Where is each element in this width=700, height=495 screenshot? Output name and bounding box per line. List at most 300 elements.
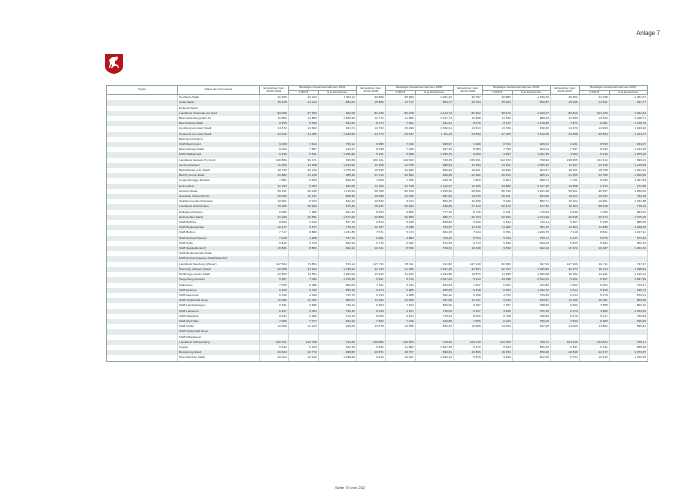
value-cell: 1 119,64 — [318, 189, 356, 194]
value-cell: 14 479 — [550, 126, 579, 131]
value-cell: 889,07 — [318, 298, 356, 303]
value-cell: 44 198 — [579, 95, 609, 101]
value-cell: 8 883 — [288, 246, 318, 251]
value-cell: 5 008 — [385, 152, 415, 157]
value-cell: 9 081 — [579, 121, 609, 126]
value-cell: 41 296 — [385, 267, 415, 272]
value-cell: 112 253 — [482, 340, 512, 345]
value-cell: 7 446 — [385, 142, 415, 147]
value-cell: 8 238 — [385, 220, 415, 225]
value-cell: 6 514 — [550, 288, 579, 293]
municipality-name-cell: Hessisch Oldendorf,St. — [178, 194, 260, 199]
municipality-name-cell: Stolzenau — [178, 283, 260, 288]
value-cell: 1 124,74 — [415, 111, 453, 116]
value-cell: 852,40 — [512, 345, 550, 350]
value-cell: 166 101 — [260, 340, 289, 345]
municipality-name-cell: Bad Grund (Harz) — [178, 137, 260, 142]
col-header-teur: 1.000 € — [385, 90, 415, 95]
value-cell: 119 484 — [385, 340, 415, 345]
value-cell: 11 883 — [385, 345, 415, 350]
value-cell: 1 330,16 — [512, 95, 550, 101]
value-cell: 950,87 — [512, 100, 550, 105]
value-cell: 1 209,75 — [512, 230, 550, 235]
value-cell: 4 968 — [288, 236, 318, 241]
value-cell: 11 834 — [550, 225, 579, 230]
municipality-name-cell: Aerzen,Flecken — [178, 163, 260, 168]
value-cell: 11 408 — [356, 163, 385, 168]
value-cell: 127 106 — [550, 262, 579, 267]
value-cell: 6 349 — [356, 309, 385, 314]
value-cell: 1 066,59 — [609, 173, 647, 178]
value-cell: 18 441 — [453, 168, 482, 173]
value-cell: 32 743 — [356, 267, 385, 272]
value-cell: 82 383 — [482, 262, 512, 267]
value-cell: 828,97 — [415, 142, 453, 147]
value-cell: 692,00 — [318, 111, 356, 116]
value-cell: 101 225 — [579, 111, 609, 116]
value-cell: 5 094 — [288, 309, 318, 314]
value-cell: 7 057 — [482, 303, 512, 308]
value-cell: 890,25 — [415, 199, 453, 204]
value-cell: 12 187 — [356, 225, 385, 230]
value-cell: 50 023 — [385, 204, 415, 209]
value-cell: 30 452 — [550, 95, 579, 101]
value-cell: 6 542 — [260, 345, 289, 350]
value-cell: 13 078 — [356, 324, 385, 329]
col-header-einnahmen-2007: Beteiligte Gesamteinnahmen 2007 — [579, 86, 647, 91]
col-header-einnahmen-2005: Beteiligte Gesamteinnahmen 2005 — [385, 86, 453, 91]
value-cell: 6 624 — [356, 220, 385, 225]
value-cell: 21 882 — [260, 173, 289, 178]
value-cell: 963,04 — [512, 147, 550, 152]
value-cell: 119 843 — [385, 158, 415, 163]
value-cell: 11 993 — [482, 225, 512, 230]
col-header-eur-je-einwohner: € je Einwohner — [512, 90, 550, 95]
value-cell: 10 658 — [385, 298, 415, 303]
col-header-einwohner-2007: Einwohner zum 30.06.2007 — [550, 86, 579, 95]
value-cell: 15 880 — [356, 100, 385, 105]
value-cell: 769,61 — [415, 246, 453, 251]
value-cell: 14 463 — [579, 116, 609, 121]
value-cell: 916,85 — [415, 319, 453, 324]
value-cell: 271,85 — [609, 184, 647, 189]
value-cell: 9 257 — [453, 303, 482, 308]
value-cell: 5 361 — [356, 277, 385, 282]
value-cell: 5 161 — [356, 152, 385, 157]
value-cell: 8 723 — [385, 277, 415, 282]
value-cell: 6 418 — [453, 288, 482, 293]
value-cell: 9 219 — [482, 298, 512, 303]
value-cell: 10 172 — [550, 246, 579, 251]
value-cell: 906,94 — [318, 241, 356, 246]
value-cell: 7 825 — [453, 319, 482, 324]
value-cell: 812,06 — [512, 355, 550, 361]
value-cell: 164 636 — [550, 340, 579, 345]
col-header-einwohner-2005: Einwohner zum 30.06.2005 — [356, 86, 385, 95]
value-cell: 10 876 — [453, 272, 482, 277]
value-cell: 1 009,46 — [609, 225, 647, 230]
value-cell: 844,64 — [415, 283, 453, 288]
page-number: Seite 70 von 232 — [334, 485, 366, 490]
value-cell: 96 159 — [385, 189, 415, 194]
value-cell: 6 344 — [385, 283, 415, 288]
municipality-name-cell: Holzminden,Stadt — [178, 215, 260, 220]
table-row — [107, 355, 648, 361]
value-cell: 1 190,14 — [609, 272, 647, 277]
value-cell: 922,14 — [512, 246, 550, 251]
value-cell: 839,15 — [318, 178, 356, 183]
value-cell: 16 461 — [482, 194, 512, 199]
col-header-eur-je-einwohner: € je Einwohner — [318, 90, 356, 95]
value-cell: 729,46 — [415, 236, 453, 241]
value-cell: 45 408 — [288, 204, 318, 209]
value-cell: 845,53 — [415, 324, 453, 329]
municipality-name-cell: SGB Walkenried — [178, 152, 260, 157]
value-cell: 76 463 — [550, 204, 579, 209]
value-cell: 1 032,01 — [415, 126, 453, 131]
value-cell: 710,78 — [318, 314, 356, 319]
col-header-teur: 1.000 € — [482, 90, 512, 95]
value-cell: 6 220 — [482, 319, 512, 324]
value-cell: 7 973 — [550, 121, 579, 126]
value-cell: 1 627,64 — [415, 277, 453, 282]
municipality-name-cell: Bückeburg,Stadt — [178, 350, 260, 355]
value-cell: 122 768 — [288, 340, 318, 345]
value-cell: 844,07 — [609, 142, 647, 147]
value-cell: 9 585 — [356, 142, 385, 147]
value-cell: 7 858 — [579, 303, 609, 308]
value-cell: 24 930 — [260, 132, 289, 137]
value-cell: 6 625 — [550, 241, 579, 246]
value-cell: 6 502 — [356, 345, 385, 350]
value-cell: 80 819 — [550, 111, 579, 116]
value-cell: 10 327 — [385, 355, 415, 361]
value-cell: 10 187 — [579, 246, 609, 251]
value-cell: 11 979 — [453, 225, 482, 230]
value-cell: 21 723 — [356, 173, 385, 178]
value-cell: 6 169 — [288, 345, 318, 350]
value-cell: 958,38 — [609, 345, 647, 350]
value-cell: 989,03 — [512, 116, 550, 121]
value-cell: 10 969 — [260, 272, 289, 277]
value-cell: 15 003 — [482, 100, 512, 105]
value-cell: 7 385 — [288, 210, 318, 215]
value-cell: 863,77 — [415, 100, 453, 105]
appendix-label: Anlage 7 — [636, 31, 660, 37]
value-cell: 7 502 — [550, 283, 579, 288]
value-cell: 947,08 — [415, 298, 453, 303]
value-cell: 937,77 — [609, 100, 647, 105]
value-cell: 32 654 — [453, 267, 482, 272]
value-cell: 11 156 — [356, 184, 385, 189]
value-cell: 819,67 — [512, 298, 550, 303]
value-cell: 7 809 — [356, 178, 385, 183]
value-cell: 18 757 — [385, 350, 415, 355]
value-cell: 8 534 — [260, 314, 289, 319]
municipality-name-cell: SGB Bodenwerder — [178, 225, 260, 230]
value-cell: 1 245,69 — [318, 132, 356, 137]
value-cell: 7 366 — [385, 178, 415, 183]
value-cell: 1 232,55 — [609, 355, 647, 361]
municipality-name-cell: Bad Sachsa,Stadt — [178, 121, 260, 126]
value-cell: 778,93 — [512, 210, 550, 215]
municipality-name-cell: Landkreis Nienburg (Weser) — [178, 262, 260, 267]
value-cell: 1 128,80 — [512, 121, 550, 126]
value-cell: 20 871 — [356, 350, 385, 355]
value-cell: 1 022,72 — [512, 288, 550, 293]
value-cell: 1 111,29 — [415, 132, 453, 137]
municipality-name-cell: Einbeck,Stadt — [178, 106, 260, 111]
municipal-revenue-table — [106, 85, 648, 362]
value-cell: 158 355 — [550, 158, 579, 163]
value-cell: 858,71 — [512, 178, 550, 183]
value-cell: 1 167,91 — [609, 230, 647, 235]
value-cell: 52 473 — [482, 204, 512, 209]
value-cell: 1 031,88 — [609, 199, 647, 204]
municipality-name-cell: SGB Mittelweser — [178, 335, 260, 340]
value-cell: 7 644 — [453, 230, 482, 235]
value-cell: 4 993 — [550, 152, 579, 157]
value-cell: 8 520 — [453, 314, 482, 319]
value-cell: 10 958 — [550, 184, 579, 189]
value-cell: 7 218 — [550, 230, 579, 235]
value-cell: 20 003 — [260, 350, 289, 355]
value-cell: 8 509 — [356, 314, 385, 319]
value-cell: 778,44 — [415, 314, 453, 319]
value-cell: 910,67 — [318, 147, 356, 152]
value-cell: 821,81 — [318, 210, 356, 215]
value-cell: 7 662 — [385, 121, 415, 126]
value-cell: 12 417 — [260, 225, 289, 230]
value-cell: 8 353 — [356, 210, 385, 215]
value-cell: 5 531 — [288, 152, 318, 157]
value-cell: 1 001,65 — [609, 168, 647, 173]
table-header — [107, 86, 648, 95]
value-cell: 15 794 — [453, 100, 482, 105]
value-cell: 10 322 — [550, 199, 579, 204]
value-cell: 1 138,79 — [609, 121, 647, 126]
col-header-eur-je-einwohner: € je Einwohner — [609, 90, 647, 95]
value-cell: 98 972 — [482, 111, 512, 116]
value-cell: 14 762 — [356, 126, 385, 131]
table-body — [107, 95, 648, 361]
value-cell: 7 030 — [579, 210, 609, 215]
value-cell: 895,33 — [318, 288, 356, 293]
value-cell: 6 131 — [579, 345, 609, 350]
value-cell: 12 516 — [579, 355, 609, 361]
value-cell: 7 997 — [550, 147, 579, 152]
value-cell: 14 398 — [288, 163, 318, 168]
value-cell: 1 038,66 — [318, 355, 356, 361]
value-cell: 11 551 — [288, 272, 318, 277]
value-cell: 923,71 — [318, 126, 356, 131]
municipality-name-cell: Nienburg (Weser),Stadt — [178, 267, 260, 272]
value-cell: 11 580 — [550, 116, 579, 121]
municipality-name-cell: SGB Grafschaft Hoya — [178, 329, 260, 334]
municipality-name-cell: Delligsen,Flecken — [178, 210, 260, 215]
value-cell: 127 711 — [356, 262, 385, 267]
municipality-name-cell: Salzhemmendorf,Flecken — [178, 199, 260, 204]
value-cell: 896,81 — [609, 324, 647, 329]
value-cell: 14 139 — [579, 163, 609, 168]
col-header-typen: Typen — [107, 86, 178, 95]
value-cell: 13 121 — [482, 163, 512, 168]
value-cell: 5 090 — [453, 152, 482, 157]
value-cell: 13 820 — [288, 126, 318, 131]
value-cell: 906,96 — [609, 298, 647, 303]
value-cell: 19 839 — [356, 194, 385, 199]
value-cell: 24 398 — [550, 132, 579, 137]
value-cell: 829,09 — [415, 303, 453, 308]
municipality-name-cell: Landkreis Hameln-Pyrmont — [178, 158, 260, 163]
value-cell: 1 151,86 — [318, 230, 356, 235]
value-cell: 14 122 — [288, 100, 318, 105]
value-cell: 19 909 — [260, 194, 289, 199]
value-cell: 611,82 — [415, 262, 453, 267]
value-cell: 6 273 — [550, 309, 579, 314]
value-cell: 1 687,99 — [609, 277, 647, 282]
value-cell: 998,58 — [318, 350, 356, 355]
value-cell: 1 339,94 — [318, 267, 356, 272]
value-cell: 9 190 — [482, 199, 512, 204]
value-cell: 7 761 — [550, 178, 579, 183]
value-cell: 842,44 — [318, 199, 356, 204]
value-cell: 6 624 — [385, 314, 415, 319]
value-cell: 10 441 — [356, 246, 385, 251]
value-cell: 1 461,68 — [512, 189, 550, 194]
value-cell: 1 608,36 — [318, 116, 356, 121]
value-cell: 77 413 — [453, 204, 482, 209]
value-cell: 1 074,99 — [512, 215, 550, 220]
value-cell: 8 076 — [453, 121, 482, 126]
value-cell: 11 225 — [385, 272, 415, 277]
value-cell: 18 708 — [579, 168, 609, 173]
value-cell: 39 503 — [579, 132, 609, 137]
value-cell: 11 595 — [482, 272, 512, 277]
municipality-name-cell: Coppenbrügge,Flecken — [178, 178, 260, 183]
lower-saxony-horse-logo-icon — [104, 53, 124, 75]
value-cell: 8 138 — [356, 147, 385, 152]
municipality-name-cell: SGB Eystrup — [178, 288, 260, 293]
value-cell: 18 732 — [260, 168, 289, 173]
value-cell: 941,61 — [415, 121, 453, 126]
value-cell: 12 941 — [579, 272, 609, 277]
value-cell: 83 068 — [260, 111, 289, 116]
value-cell: 127 318 — [453, 262, 482, 267]
value-cell: 929,74 — [609, 288, 647, 293]
value-cell: 1 066,08 — [512, 272, 550, 277]
value-cell: 18 539 — [356, 168, 385, 173]
value-cell: 789,68 — [512, 314, 550, 319]
value-cell: 7 511 — [356, 283, 385, 288]
value-cell: 742,11 — [512, 220, 550, 225]
value-cell: 13 059 — [385, 324, 415, 329]
value-cell: 873,35 — [609, 236, 647, 241]
municipality-name-cell: SGB Eschershausen-Stadtoldendorf — [178, 256, 260, 261]
value-cell: 9 374 — [385, 199, 415, 204]
value-cell: 4 883 — [385, 236, 415, 241]
value-cell: 4 439 — [288, 293, 318, 298]
value-cell: 8 536 — [385, 246, 415, 251]
value-cell: 872,65 — [415, 241, 453, 246]
value-cell: 926,01 — [512, 142, 550, 147]
value-cell: 1 095,43 — [512, 163, 550, 168]
value-cell: 7 096 — [288, 277, 318, 282]
value-cell: 677,84 — [512, 204, 550, 209]
value-cell: 6 824 — [482, 178, 512, 183]
value-cell: 15 352 — [579, 194, 609, 199]
value-cell: 1 827,38 — [415, 345, 453, 350]
value-cell: 20 794 — [453, 215, 482, 220]
value-cell: 5 763 — [288, 288, 318, 293]
value-cell: 2 167,15 — [512, 184, 550, 189]
value-cell: 834,60 — [512, 194, 550, 199]
value-cell: 902,10 — [609, 241, 647, 246]
value-cell: 9 291 — [550, 142, 579, 147]
value-cell: 918,78 — [415, 178, 453, 183]
value-cell: 9 303 — [288, 184, 318, 189]
value-cell: 8 669 — [260, 220, 289, 225]
value-cell: 4 288 — [385, 293, 415, 298]
value-cell: 1 053,02 — [318, 272, 356, 277]
value-cell: 10 338 — [453, 246, 482, 251]
value-cell: 760,67 — [415, 225, 453, 230]
value-cell: 9 092 — [550, 303, 579, 308]
value-cell: 1 215,05 — [609, 163, 647, 168]
municipality-name-cell: Rehburg-Loccum,Stadt — [178, 272, 260, 277]
value-cell: 14 054 — [482, 324, 512, 329]
value-cell: 703,80 — [512, 283, 550, 288]
value-cell: 8 973 — [288, 199, 318, 204]
value-cell: 58 521 — [550, 189, 579, 194]
value-cell: 11 668 — [453, 116, 482, 121]
value-cell: 725,70 — [318, 293, 356, 298]
value-cell: 43 313 — [288, 95, 318, 101]
value-cell: 8 889 — [288, 230, 318, 235]
value-cell: 20 315 — [482, 173, 512, 178]
value-cell: 82 345 — [356, 111, 385, 116]
municipality-name-cell: Bad Lauterberg,Harz,St. — [178, 116, 260, 121]
col-header-eur-je-einwohner: € je Einwohner — [415, 90, 453, 95]
value-cell: 1 650,06 — [609, 189, 647, 194]
value-cell: 750,12 — [318, 142, 356, 147]
value-cell: 5 758 — [579, 220, 609, 225]
value-cell: 880,71 — [512, 199, 550, 204]
value-cell: 7 690 — [550, 319, 579, 324]
value-cell: 6 450 — [260, 288, 289, 293]
value-cell: 664,25 — [415, 230, 453, 235]
value-cell: 4 815 — [482, 309, 512, 314]
value-cell: 30 856 — [356, 95, 385, 101]
value-cell: 6 880 — [385, 210, 415, 215]
value-cell: 10 530 — [356, 199, 385, 204]
value-cell: 829,65 — [609, 319, 647, 324]
value-cell: 20 856 — [356, 215, 385, 220]
value-cell: 898,81 — [415, 350, 453, 355]
value-cell: 968,95 — [415, 173, 453, 178]
value-cell: 5 523 — [482, 345, 512, 350]
value-cell: 4 753 — [482, 293, 512, 298]
value-cell: 11 194 — [260, 184, 289, 189]
value-cell: 15 298 — [385, 126, 415, 131]
value-cell: 160 860 — [260, 158, 289, 163]
value-cell: 10 030 — [288, 298, 318, 303]
municipality-name-cell: Osterode am Harz,Stadt — [178, 132, 260, 137]
value-cell: 7 892 — [356, 319, 385, 324]
value-cell: 57 483 — [288, 111, 318, 116]
municipality-name-cell: SGB Grafschaft Hoya — [178, 298, 260, 303]
value-cell: 73 854 — [288, 262, 318, 267]
